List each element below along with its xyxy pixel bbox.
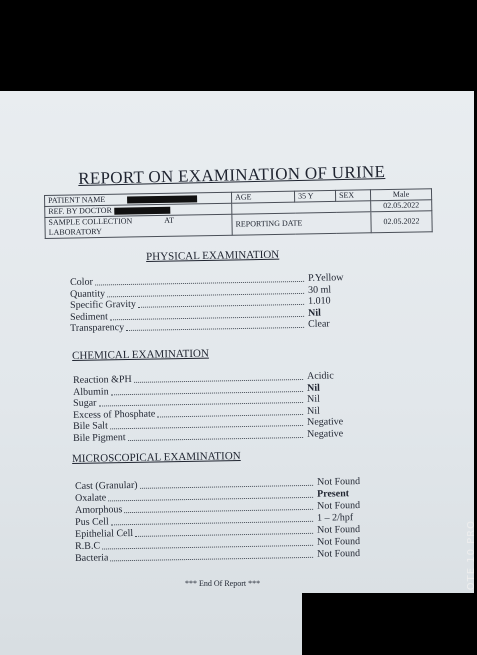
chemical-row-label: Albumin: [73, 385, 109, 398]
reporting-date-label-cell: [232, 212, 371, 235]
chemical-row-value: Nil: [306, 393, 320, 405]
physical-row-value: 1.010: [307, 295, 331, 307]
age-value: 35 Y: [297, 191, 314, 201]
microscopical-row-value: Not Found: [316, 476, 361, 488]
physical-row-label: Specific Gravity: [70, 298, 136, 311]
report-date-1: 02.05.2022: [383, 200, 420, 211]
sample-collection-cell: [45, 214, 232, 238]
report-title: REPORT ON EXAMINATION OF URINE: [78, 162, 386, 188]
microscopical-row-value: Not Found: [316, 500, 361, 512]
patient-name-label: PATIENT NAME: [48, 194, 106, 205]
chemical-row-label: Reaction &PH: [73, 373, 132, 386]
physical-row-leader: [138, 304, 304, 308]
microscopical-row-label: Amorphous: [75, 504, 123, 516]
chemical-row-label: Bile Salt: [73, 420, 108, 432]
physical-row-value: 30 ml: [307, 283, 332, 296]
date2-cell: [371, 211, 432, 233]
microscopical-row-value: 1 – 2/hpf: [316, 512, 354, 524]
age-label: AGE: [234, 192, 252, 202]
microscopical-heading: MICROSCOPICAL EXAMINATION: [72, 450, 241, 465]
physical-row-label: Sediment: [70, 310, 108, 323]
microscopical-row-label: Oxalate: [75, 492, 107, 504]
report-date-2: 02.05.2022: [383, 216, 420, 227]
chemical-row-leader: [128, 436, 303, 440]
microscopical-row-label: Epithelial Cell: [75, 527, 134, 540]
sex-label-cell: [335, 190, 370, 202]
dark-corner-occlusion: [302, 593, 474, 655]
chemical-row-value: Acidic: [306, 370, 334, 382]
patient-info-table: [44, 188, 433, 239]
microscopical-row-leader: [111, 557, 313, 562]
redacted-patient-name: [127, 195, 197, 203]
microscopical-row-leader: [140, 485, 313, 489]
microscopical-row-label: Cast (Granular): [75, 479, 138, 492]
sample-collection-label: SAMPLE COLLECTION: [48, 216, 133, 227]
camera-watermark: OTE 10 PRO: [466, 520, 477, 591]
physical-row-value: Nil: [307, 307, 321, 319]
chemical-heading: CHEMICAL EXAMINATION: [72, 347, 209, 362]
physical-row-label: Quantity: [70, 287, 106, 300]
report-paper: [0, 91, 474, 655]
microscopical-row-value: Not Found: [316, 536, 361, 548]
physical-row-value: P.Yellow: [307, 272, 344, 284]
chemical-row-label: Sugar: [73, 397, 97, 409]
chemical-row-value: Negative: [306, 416, 344, 428]
ref-doctor-label: REF. BY DOCTOR: [48, 205, 112, 216]
chemical-row-leader: [134, 379, 303, 383]
microscopical-row-value: Not Found: [316, 524, 361, 536]
age-value-cell: [294, 190, 335, 202]
physical-row-leader: [126, 327, 304, 331]
end-of-report: *** End Of Report ***: [185, 579, 261, 588]
microscopical-row-label: R.B.C: [75, 540, 101, 552]
chemical-row-label: Excess of Phosphate: [73, 408, 156, 421]
physical-row-label: Transparency: [70, 322, 125, 334]
physical-row-label: Color: [70, 276, 93, 288]
sex-value: Male: [392, 189, 410, 199]
reporting-date-label: REPORTING DATE: [235, 218, 303, 229]
microscopical-row-label: Bacteria: [75, 552, 109, 564]
physical-row-value: Clear: [307, 318, 330, 330]
chemical-row-value: Nil: [306, 382, 320, 394]
sex-label: SEX: [338, 190, 355, 200]
microscopical-row-value: Not Found: [316, 548, 361, 560]
chemical-row-label: Bile Pigment: [73, 431, 126, 444]
microscopical-row-label: Pus Cell: [75, 516, 109, 528]
microscopical-row-value: Present: [316, 488, 350, 500]
sample-collection-value: AT LABORATORY: [48, 215, 174, 237]
chemical-row-value: Negative: [306, 427, 344, 440]
redacted-doctor-name: [114, 206, 170, 214]
chemical-row-value: Nil: [306, 405, 320, 417]
physical-heading: PHYSICAL EXAMINATION: [146, 248, 280, 263]
